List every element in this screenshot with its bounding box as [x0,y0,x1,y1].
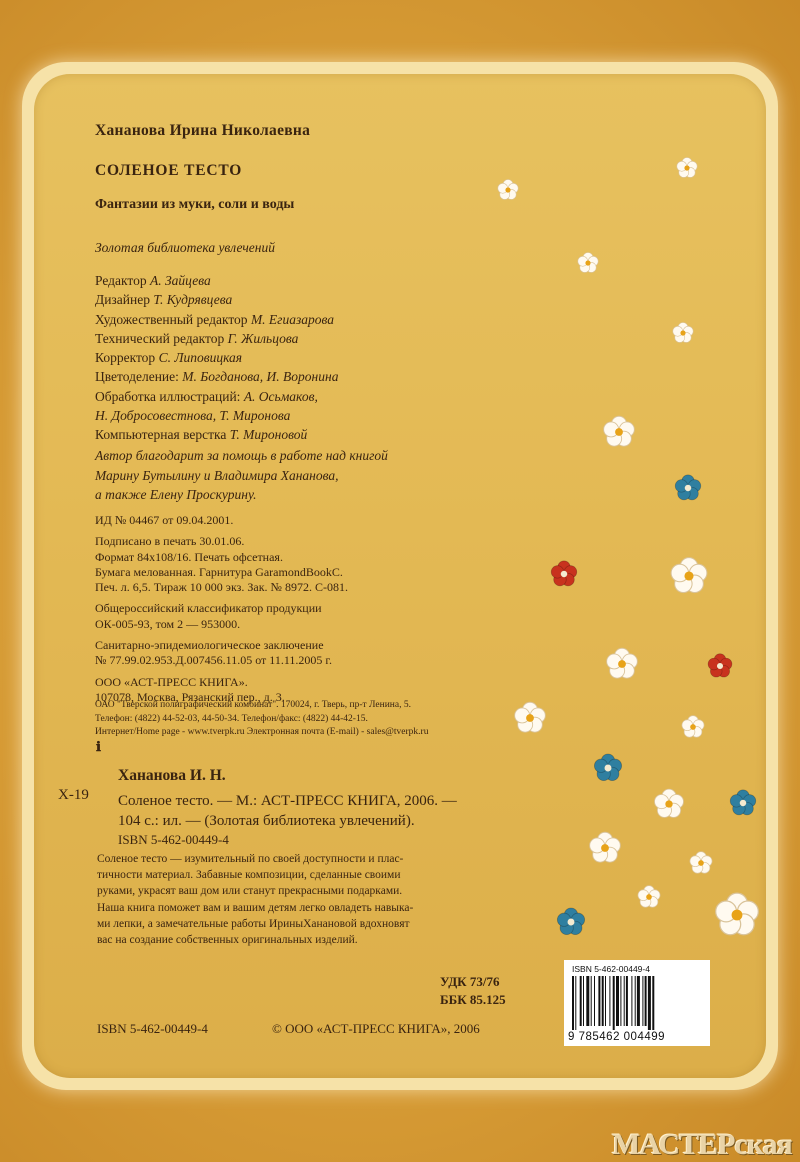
credit-line: Художественный редактор М. Егиазарова [95,311,334,327]
thanks-line: Автор благодарит за помощь в работе над книгой [95,448,388,463]
printer-line: Интернет/Home page - www.tverpk.ru Электронная почта (E-mail) - sales@tverpk.ru [95,727,429,737]
annotation-line: руками, украсят ваш дом или станут прекрасными подарками. [97,885,403,898]
barcode-isbn-label: ISBN 5-462-00449-4 [572,964,650,974]
flower-icon [601,414,637,450]
flower-icon [636,884,662,910]
imprint-line: Печ. л. 6,5. Тираж 10 000 экз. Зак. № 8972. С-081. [95,580,348,595]
imprint-line: Общероссийский классификатор продукции [95,601,322,616]
credit-line: Дизайнер Т. Кудрявцева [95,292,233,308]
flower-icon [688,850,714,876]
flower-icon [728,788,758,818]
author-full-name: Хананова Ирина Николаевна [95,122,311,139]
series-name: Золотая библиотека увлечений [95,240,275,255]
credit-line: Обработка иллюстраций: А. Осьмаков, [95,388,318,404]
printer-line: ОАО "Тверской полиграфический комбинат". 170024, г. Тверь, пр-т Ленина, 5. [95,700,411,710]
flower-icon [576,251,600,275]
annotation-line: ми лепки, а замечательные работы ИриныХанановой вдохновят [97,917,410,930]
flower-icon [673,473,703,503]
copyright-notice: © ООО «АСТ-ПРЕСС КНИГА», 2006 [272,1021,480,1036]
annotation-line: тичности материал. Забавные композиции, сделанные своими [97,869,401,882]
acknowledgements [95,446,388,505]
barcode-number: 9 785462 004499 [568,1031,666,1043]
flower-icon [604,646,640,682]
flower-icon [712,890,762,940]
annotation-line: Наша книга поможет вам и вашим детям легко овладеть навыка- [97,901,414,914]
printer-mark-icon: ℹ [96,739,101,754]
imprint-line: ИД № 04467 от 09.04.2001. [95,513,234,527]
credit-line: Технический редактор Г. Жильцова [95,330,299,346]
imprint-line: 107078, Москва, Рязанский пер., д. 3. [95,689,285,704]
watermark-logo: МАСТЕРская [612,1128,792,1161]
credit-line: Цветоделение: М. Богданова, И. Воронина [95,369,339,385]
catalog-card-author: Хананова И. Н. [118,767,226,784]
imprint-line: Подписано в печать 30.01.06. [95,534,245,549]
book-title: СОЛЕНОЕ ТЕСТО [95,162,243,179]
catalog-code: Х-19 [58,787,89,803]
catalog-card-description [118,792,457,831]
flower-icon [680,714,706,740]
card-line: Соленое тесто. — М.: АСТ-ПРЕСС КНИГА, 2006. — [118,793,457,809]
flower-icon [549,559,579,589]
printer-info [95,699,428,740]
bbk-code: ББК 85.125 [440,992,506,1007]
isbn-footer: ISBN 5-462-00449-4 [97,1021,208,1036]
barcode-bars [570,976,704,1030]
card-line: 104 с.: ил. — (Золотая библиотека увлечений). [118,812,415,829]
barcode [564,960,710,1046]
imprint-line: Формат 84х108/16. Печать офсетная. [95,549,283,564]
flower-icon [587,830,623,866]
thanks-line: Марину Бутылину и Владимира Хананова, [95,467,339,483]
flower-icon [706,652,734,680]
catalog-card-isbn: ISBN 5-462-00449-4 [118,832,229,847]
flower-icon [555,906,587,938]
credit-line: Н. Добросовестнова, Т. Миронова [95,408,291,424]
credit-line: Корректор С. Липовицкая [95,350,243,366]
printer-line: Телефон: (4822) 44-52-03, 44-50-34. Телефон/факс: (4822) 44-42-15. [95,713,368,724]
flower-icon [496,178,520,202]
flower-icon [592,752,624,784]
imprint-line: Санитарно-эпидемиологическое заключение [95,638,324,653]
classification-codes [440,973,506,1009]
credits-list [95,271,338,445]
book-subtitle: Фантазии из муки, соли и воды [95,197,295,212]
annotation [97,851,413,948]
annotation-line: вас на создание собственных оригинальных изделий. [97,934,358,947]
imprint-line: Бумага мелованная. Гарнитура GaramondBookC. [95,564,343,579]
flower-icon [512,700,548,736]
thanks-line: а также Елену Проскурину. [95,487,257,502]
imprint-line: № 77.99.02.953.Д.007456.11.05 от 11.11.2005 г. [95,653,332,668]
flower-icon [671,321,695,345]
imprint-line: ОК-005-93, том 2 — 953000. [95,616,241,631]
credit-line: Редактор А. Зайцева [95,273,211,288]
imprint-line: ООО «АСТ-ПРЕСС КНИГА». [95,674,248,689]
flower-icon [668,555,710,597]
flower-icon [675,156,699,180]
annotation-line: Соленое тесто — изумительный по своей доступности и плас- [97,853,404,865]
imprint-block [95,513,348,705]
udk-code: УДК 73/76 [440,974,500,989]
credit-line: Компьютерная верстка Т. Мироновой [95,427,308,443]
flower-icon [652,787,686,821]
